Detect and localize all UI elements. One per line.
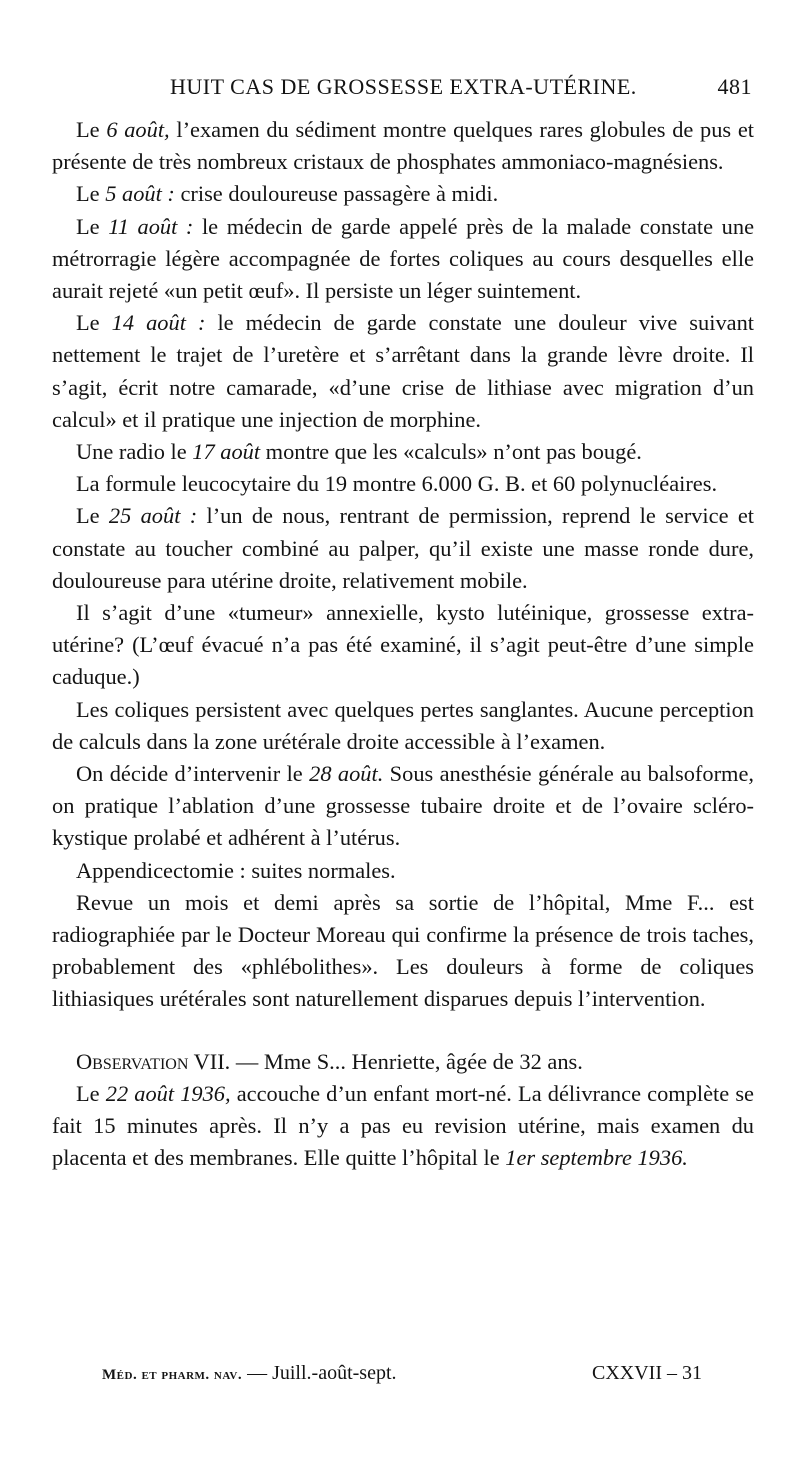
- journal-name: Méd. et pharm. nav. — Juill.-août-sept.: [102, 1362, 397, 1384]
- date: 11 août :: [108, 213, 194, 239]
- date: 22 août 1936,: [105, 1080, 231, 1106]
- signature-mark: CXXVII – 31: [592, 1362, 702, 1384]
- date: 17 août: [192, 439, 261, 465]
- body-text: [52, 114, 754, 1175]
- paragraph: Les coliques persistent avec quelques pertes sanglantes. Aucune perception de calculs dans la zone urétérale droite accessible à l’examen.: [52, 696, 754, 754]
- header-title: HUIT CAS DE GROSSESSE EXTRA-UTÉRINE.: [170, 74, 637, 99]
- paragraph: Le 6 août, l’examen du sédiment montre quelques rares globules de pus et présente de très nombreux cristaux de phosphates ammoniaco-magnésiens.: [52, 117, 754, 175]
- paragraph: Appendicectomie : suites normales.: [76, 857, 396, 883]
- paragraph: Le 5 août : crise douloureuse passagère à midi.: [76, 181, 499, 207]
- page-number: 481: [717, 74, 752, 99]
- paragraph: Revue un mois et demi après sa sortie de l’hôpital, Mme F... est radiographiée par le Docteur Moreau qui confirme la présence de trois taches, probablement des «phlébolithes». Les douleurs à forme de coliques lithiasiques urétérales sont naturellement disparues depuis l’intervention.: [52, 889, 754, 1012]
- date: 6 août,: [106, 117, 170, 142]
- paragraph: Il s’agit d’une «tumeur» annexielle, kysto lutéinique, grossesse extra-utérine? (L’œuf évacué n’a pas été examiné, il s’agit peut-être d’une simple caduque.): [52, 600, 754, 690]
- date: 25 août :: [108, 503, 198, 529]
- observation-label: Observation: [76, 1048, 189, 1074]
- running-header: [52, 74, 752, 100]
- date: 14 août :: [111, 310, 206, 336]
- observation-heading: [52, 1046, 754, 1078]
- date: 5 août :: [105, 181, 175, 207]
- paragraph: Le 22 août 1936, accouche d’un enfant mort-né. La délivrance complète se fait 15 minutes après. Il n’y a pas eu revision utérine, mais examen du placenta et des membranes. Elle quitte l’hôpital le 1er septembre 1936.: [52, 1080, 754, 1171]
- observation-number: VII. —: [188, 1048, 264, 1074]
- date: 28 août.: [309, 761, 384, 787]
- paragraph: Le 25 août : l’un de nous, rentrant de permission, reprend le service et constate au toucher combiné au palper, qu’il existe une masse ronde dure, douloureuse para utérine droite, relativement mobile.: [52, 503, 754, 593]
- paragraph: On décide d’intervenir le 28 août. Sous anesthésie générale au balsoforme, on pratique l’ablation d’une grossesse tubaire droite et de l’ovaire scléro-kystique prolabé et adhérent à l’utérus.: [52, 761, 754, 851]
- date: 1er septembre 1936.: [505, 1145, 688, 1171]
- paragraph: Une radio le 17 août montre que les «calculs» n’ont pas bougé.: [76, 439, 642, 465]
- paragraph: Le 11 août : le médecin de garde appelé près de la malade constate une métrorragie légère accompagnée de fortes coliques au cours desquelles elle aurait rejeté «un petit œuf». Il persiste un léger suintement.: [52, 213, 755, 304]
- paragraph: Le 14 août : le médecin de garde constate une douleur vive suivant nettement le trajet de l’uretère et s’arrêtant dans la grande lèvre droite. Il s’agit, écrit notre camarade, «d’une crise de lithiase avec migration d’un calcul» et il pratique une injection de morphine.: [52, 310, 754, 432]
- paragraph: La formule leucocytaire du 19 montre 6.000 G. B. et 60 polynucléaires.: [76, 471, 718, 497]
- observation-patient: Mme S... Henriette, âgée de 32 ans.: [263, 1048, 583, 1074]
- page-footer: [102, 1362, 702, 1385]
